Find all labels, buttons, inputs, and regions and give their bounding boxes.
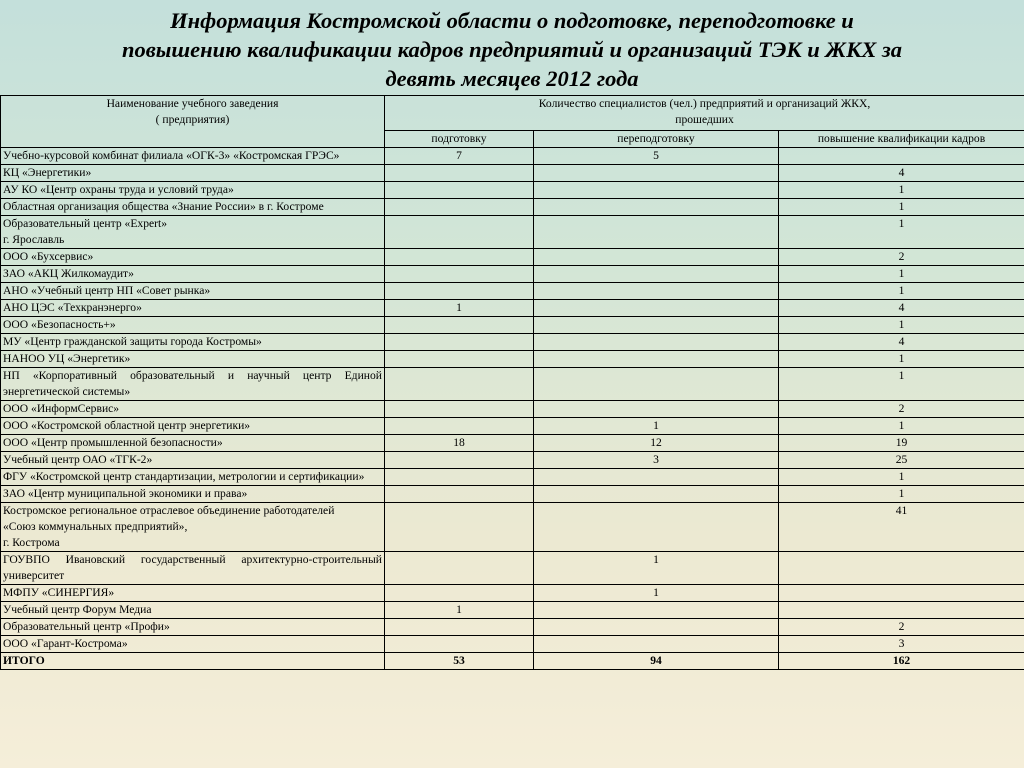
advanced-cell: 1 — [779, 368, 1024, 401]
total-label-cell: ИТОГО — [1, 653, 385, 670]
page-title — [0, 6, 1024, 93]
advanced-cell: 19 — [779, 435, 1024, 452]
retraining-cell — [534, 469, 779, 486]
retraining-cell: 1 — [534, 585, 779, 602]
institution-name-cell: МФПУ «СИНЕРГИЯ» — [1, 585, 385, 602]
training-cell — [385, 418, 534, 435]
table-row — [1, 266, 1024, 283]
training-cell — [385, 249, 534, 266]
table-row — [1, 216, 1024, 249]
institution-name-cell: КЦ «Энергетики» — [1, 165, 385, 182]
advanced-cell: 1 — [779, 469, 1024, 486]
retraining-cell: 5 — [534, 148, 779, 165]
retraining-cell — [534, 334, 779, 351]
retraining-cell — [534, 486, 779, 503]
total-row — [1, 653, 1024, 670]
title-line-3: девять месяцев 2012 года — [385, 66, 639, 91]
training-cell — [385, 368, 534, 401]
table-row — [1, 418, 1024, 435]
institution-name-cell: Учебно-курсовой комбинат филиала «ОГК-3» «Костромская ГРЭС» — [1, 148, 385, 165]
advanced-cell: 1 — [779, 317, 1024, 334]
institution-name-cell: ООО «Центр промышленной безопасности» — [1, 435, 385, 452]
total-training-cell: 53 — [385, 653, 534, 670]
retraining-cell — [534, 216, 779, 249]
table-row — [1, 249, 1024, 266]
institution-name-cell: ФГУ «Костромской центр стандартизации, метрологии и сертификации» — [1, 469, 385, 486]
advanced-cell: 3 — [779, 636, 1024, 653]
institution-name-cell: Областная организация общества «Знание России» в г. Костроме — [1, 199, 385, 216]
advanced-cell: 1 — [779, 486, 1024, 503]
advanced-cell: 1 — [779, 216, 1024, 249]
header-training: подготовку — [385, 131, 534, 148]
header-specialists-count: Количество специалистов (чел.) предприятий и организаций ЖКХ, прошедших — [385, 96, 1024, 131]
training-cell — [385, 619, 534, 636]
table-row — [1, 486, 1024, 503]
institution-name-cell: АУ КО «Центр охраны труда и условий труда» — [1, 182, 385, 199]
institution-name-cell: АНО «Учебный центр НП «Совет рынка» — [1, 283, 385, 300]
advanced-cell: 2 — [779, 619, 1024, 636]
table-row — [1, 435, 1024, 452]
table-row — [1, 636, 1024, 653]
retraining-cell — [534, 619, 779, 636]
training-cell — [385, 199, 534, 216]
advanced-cell: 2 — [779, 249, 1024, 266]
training-table — [0, 95, 1024, 670]
training-cell — [385, 165, 534, 182]
title-line-2: повышению квалификации кадров предприятий и организаций ТЭК и ЖКХ за — [121, 37, 903, 62]
training-cell — [385, 486, 534, 503]
retraining-cell — [534, 199, 779, 216]
header-institution: Наименование учебного заведения ( предприятия) — [1, 96, 385, 148]
table-row — [1, 619, 1024, 636]
training-cell — [385, 401, 534, 418]
retraining-cell — [534, 368, 779, 401]
retraining-cell — [534, 249, 779, 266]
header-advanced-training: повышение квалификации кадров — [779, 131, 1024, 148]
retraining-cell: 12 — [534, 435, 779, 452]
table-row — [1, 165, 1024, 182]
table-row — [1, 148, 1024, 165]
table-row — [1, 300, 1024, 317]
total-retraining-cell: 94 — [534, 653, 779, 670]
institution-name-cell: Костромское региональное отраслевое объединение работодателей «Союз коммунальных предприятий», г. Кострома — [1, 503, 385, 552]
table-row — [1, 452, 1024, 469]
retraining-cell: 3 — [534, 452, 779, 469]
training-cell — [385, 283, 534, 300]
institution-name-cell: ЗАО «Центр муниципальной экономики и права» — [1, 486, 385, 503]
training-cell — [385, 216, 534, 249]
training-cell — [385, 552, 534, 585]
advanced-cell: 25 — [779, 452, 1024, 469]
retraining-cell: 1 — [534, 418, 779, 435]
training-cell — [385, 334, 534, 351]
institution-name-cell: НП «Корпоративный образовательный и научный центр Единой энергетической системы» — [1, 368, 385, 401]
retraining-cell — [534, 636, 779, 653]
advanced-cell: 4 — [779, 165, 1024, 182]
advanced-cell: 41 — [779, 503, 1024, 552]
training-cell — [385, 266, 534, 283]
table-row — [1, 317, 1024, 334]
retraining-cell — [534, 351, 779, 368]
advanced-cell — [779, 552, 1024, 585]
training-cell — [385, 469, 534, 486]
advanced-cell: 4 — [779, 334, 1024, 351]
retraining-cell — [534, 283, 779, 300]
retraining-cell — [534, 300, 779, 317]
training-cell — [385, 182, 534, 199]
advanced-cell — [779, 585, 1024, 602]
retraining-cell — [534, 317, 779, 334]
institution-name-cell: Учебный центр Форум Медиа — [1, 602, 385, 619]
table-row — [1, 182, 1024, 199]
institution-name-cell: НАНОО УЦ «Энергетик» — [1, 351, 385, 368]
table-row — [1, 401, 1024, 418]
institution-name-cell: МУ «Центр гражданской защиты города Костромы» — [1, 334, 385, 351]
advanced-cell — [779, 602, 1024, 619]
training-cell — [385, 351, 534, 368]
header-retraining: переподготовку — [534, 131, 779, 148]
training-cell: 18 — [385, 435, 534, 452]
table-row — [1, 199, 1024, 216]
retraining-cell — [534, 602, 779, 619]
institution-name-cell: АНО ЦЭС «Техкранэнерго» — [1, 300, 385, 317]
institution-name-cell: ЗАО «АКЦ Жилкомаудит» — [1, 266, 385, 283]
title-line-1: Информация Костромской области о подготовке, переподготовке и — [170, 8, 854, 33]
table-row — [1, 585, 1024, 602]
institution-name-cell: ГОУВПО Ивановский государственный архитектурно-строительный университет — [1, 552, 385, 585]
table-row — [1, 602, 1024, 619]
training-cell — [385, 452, 534, 469]
advanced-cell: 1 — [779, 351, 1024, 368]
training-cell: 1 — [385, 300, 534, 317]
advanced-cell: 1 — [779, 283, 1024, 300]
institution-name-cell: ООО «Безопасность+» — [1, 317, 385, 334]
table-row — [1, 334, 1024, 351]
retraining-cell — [534, 165, 779, 182]
institution-name-cell: Образовательный центр «Профи» — [1, 619, 385, 636]
retraining-cell — [534, 182, 779, 199]
advanced-cell — [779, 148, 1024, 165]
table-row — [1, 283, 1024, 300]
table-row — [1, 552, 1024, 585]
retraining-cell — [534, 503, 779, 552]
retraining-cell: 1 — [534, 552, 779, 585]
institution-name-cell: ООО «Гарант-Кострома» — [1, 636, 385, 653]
table-row — [1, 503, 1024, 552]
advanced-cell: 1 — [779, 199, 1024, 216]
institution-name-cell: Образовательный центр «Expert» г. Ярославль — [1, 216, 385, 249]
training-cell: 7 — [385, 148, 534, 165]
training-cell — [385, 636, 534, 653]
training-cell — [385, 585, 534, 602]
retraining-cell — [534, 266, 779, 283]
retraining-cell — [534, 401, 779, 418]
advanced-cell: 4 — [779, 300, 1024, 317]
table-header-row — [1, 96, 1024, 131]
institution-name-cell: ООО «Бухсервис» — [1, 249, 385, 266]
advanced-cell: 1 — [779, 182, 1024, 199]
table-row — [1, 469, 1024, 486]
table-row — [1, 368, 1024, 401]
training-cell — [385, 503, 534, 552]
institution-name-cell: Учебный центр ОАО «ТГК-2» — [1, 452, 385, 469]
training-cell — [385, 317, 534, 334]
institution-name-cell: ООО «Костромской областной центр энергетики» — [1, 418, 385, 435]
table-body — [1, 148, 1024, 670]
training-cell: 1 — [385, 602, 534, 619]
advanced-cell: 1 — [779, 418, 1024, 435]
total-advanced-cell: 162 — [779, 653, 1024, 670]
advanced-cell: 1 — [779, 266, 1024, 283]
institution-name-cell: ООО «ИнформСервис» — [1, 401, 385, 418]
table-row — [1, 351, 1024, 368]
advanced-cell: 2 — [779, 401, 1024, 418]
